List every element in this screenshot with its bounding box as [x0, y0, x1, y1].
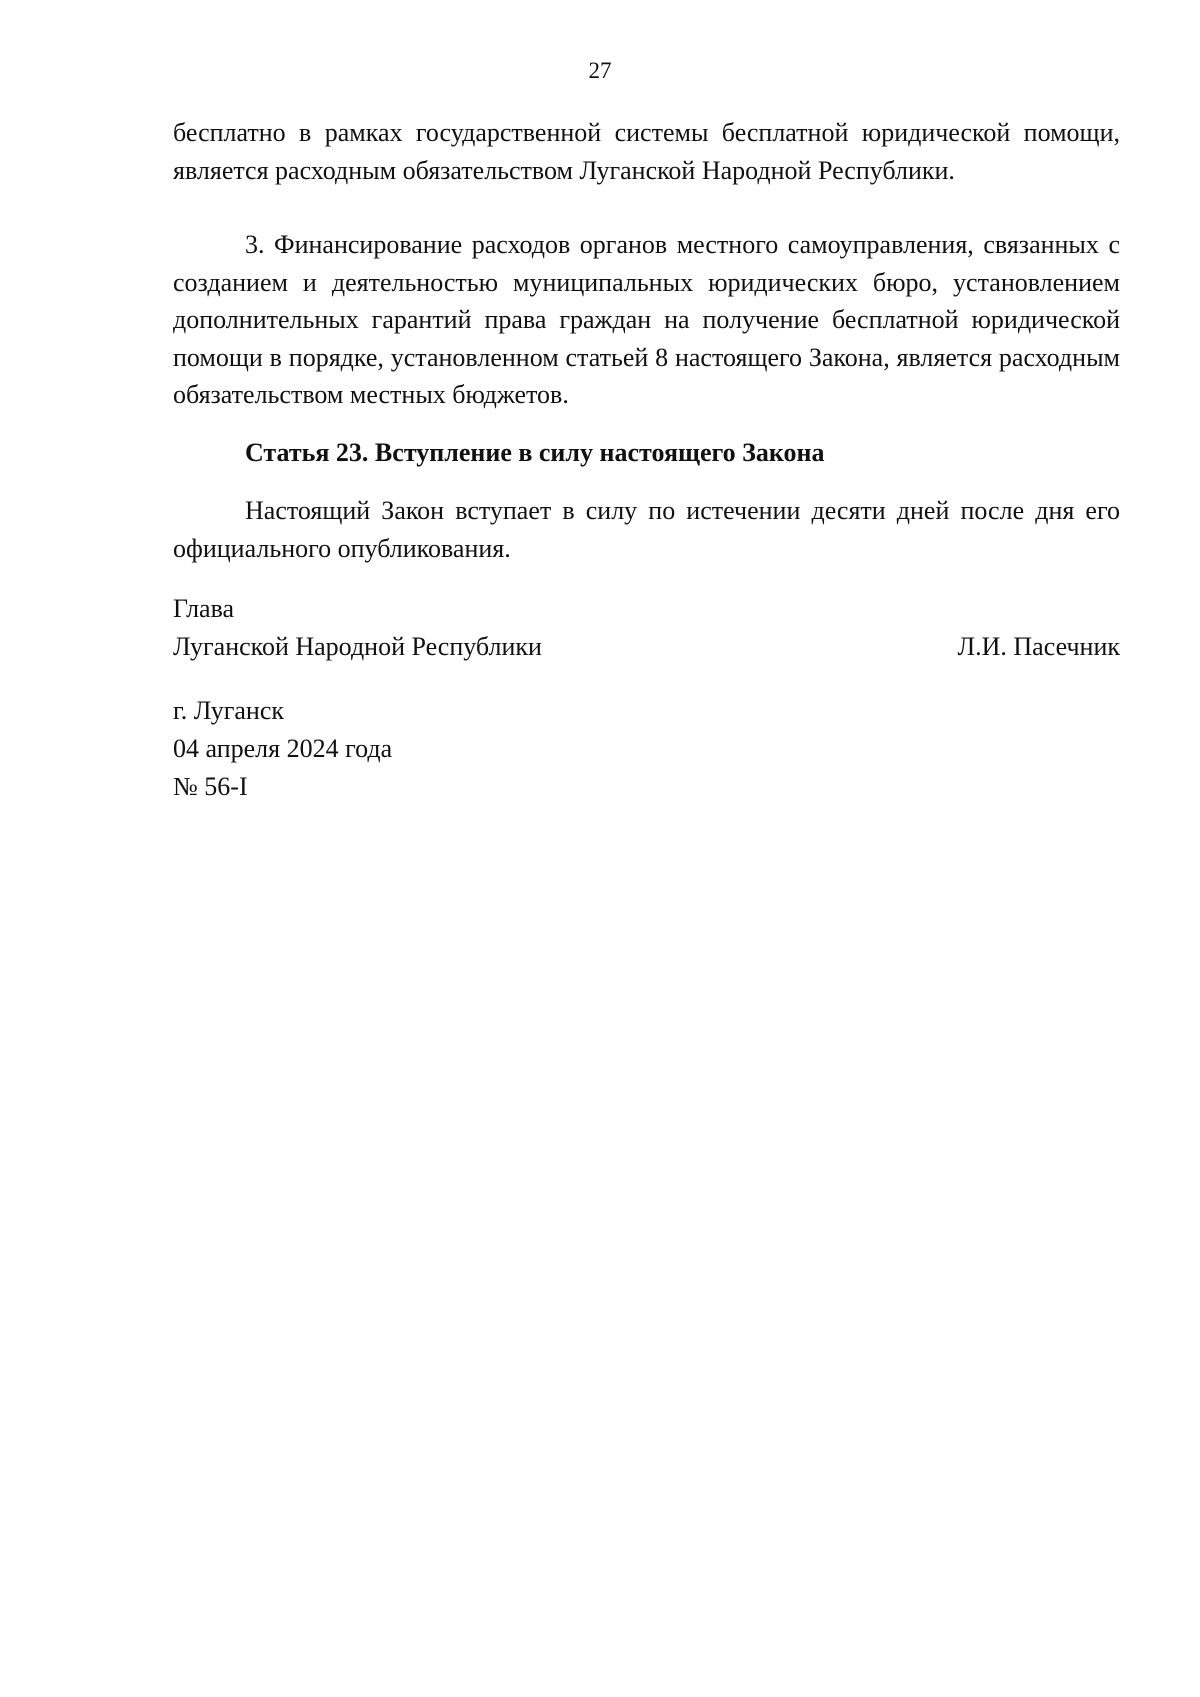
article-23-text: Настоящий Закон вступает в силу по истечении десяти дней после дня его официального опубликования. [173, 496, 1120, 563]
paragraph-item-3: 3. Финансирование расходов органов местного самоуправления, связанных с созданием и деятельностью муниципальных юридических бюро, установлением дополнительных гарантий права граждан на получение бесплатной юридической помощи в порядке, установленном статьей 8 настоящего Закона, является расходным обязательством местных бюджетов. [173, 230, 1120, 409]
place-date-block [173, 692, 392, 806]
paragraph-continued: бесплатно в рамках государственной системы бесплатной юридической помощи, является расходным обязательством Луганской Народной Республики. [173, 118, 1120, 185]
signature-block [173, 590, 1120, 666]
signature-title-line-1: Глава [173, 594, 235, 623]
page-number: 27 [588, 58, 612, 83]
city: г. Луганск [173, 696, 285, 725]
signature-title-line-2: Луганской Народной Республики [173, 632, 542, 661]
date: 04 апреля 2024 года [173, 734, 393, 763]
signatory-name: Л.И. Пасечник [957, 632, 1120, 661]
article-23-heading: Статья 23. Вступление в силу настоящего Закона [245, 438, 825, 467]
signature-row [173, 628, 1120, 666]
law-number: № 56-I [173, 772, 248, 801]
